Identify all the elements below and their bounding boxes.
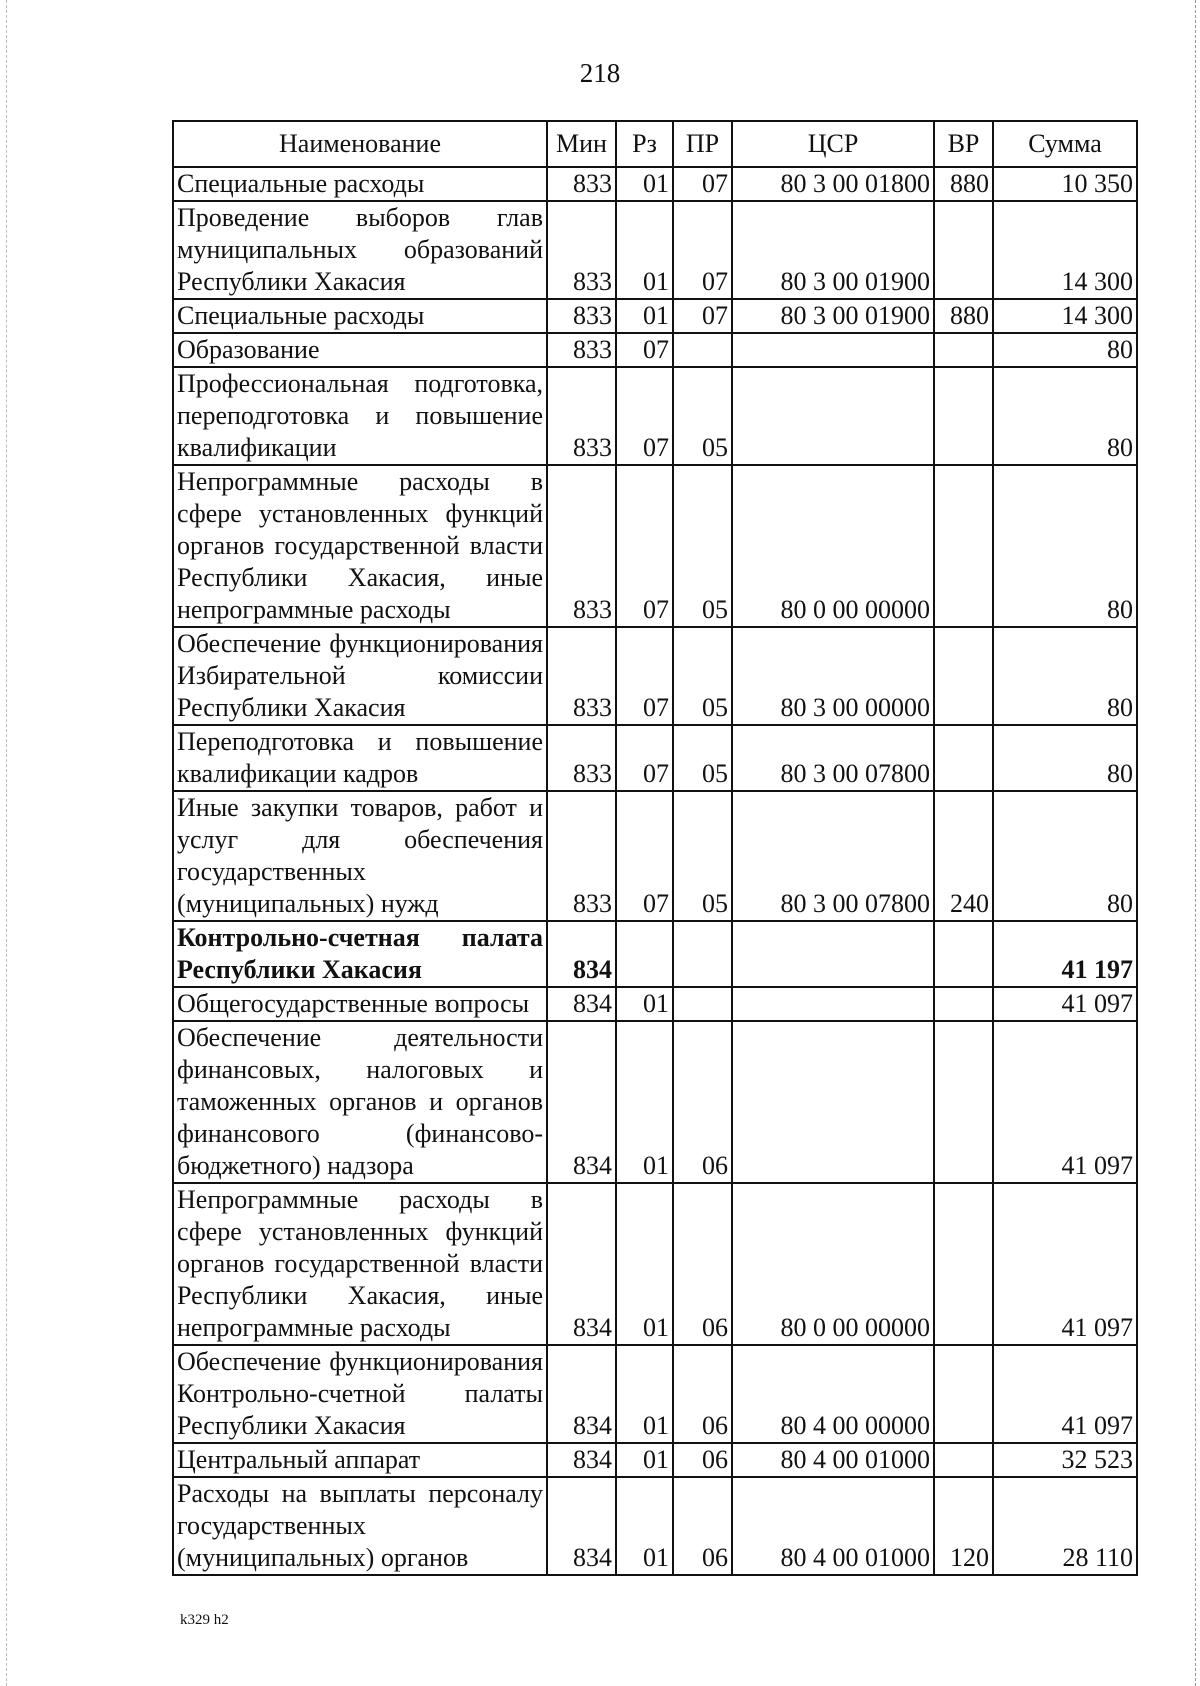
cell-name: Иные закупки товаров, работ и услуг для обеспечения государственных (муниципальных) нужд <box>173 791 547 921</box>
cell-csr: 80 4 00 00000 <box>732 1345 934 1443</box>
cell-pr: 06 <box>673 1477 732 1575</box>
cell-rz: 01 <box>616 201 673 299</box>
cell-sum: 14 300 <box>993 299 1137 333</box>
cell-vr <box>934 725 993 791</box>
cell-sum: 41 097 <box>993 1183 1137 1345</box>
scan-edge-left <box>6 0 8 1686</box>
cell-sum: 80 <box>993 333 1137 367</box>
cell-sum: 41 097 <box>993 1345 1137 1443</box>
cell-csr: 80 4 00 01000 <box>732 1443 934 1477</box>
cell-csr <box>732 333 934 367</box>
cell-min: 834 <box>547 1021 616 1183</box>
cell-min: 833 <box>547 201 616 299</box>
page-number: 218 <box>579 58 621 88</box>
cell-min: 833 <box>547 725 616 791</box>
cell-rz: 01 <box>616 987 673 1021</box>
cell-sum: 80 <box>993 627 1137 725</box>
table-header-row <box>173 121 1137 167</box>
cell-pr: 06 <box>673 1021 732 1183</box>
cell-csr: 80 3 00 07800 <box>732 791 934 921</box>
cell-min: 834 <box>547 1183 616 1345</box>
table-row <box>173 201 1137 299</box>
cell-min: 833 <box>547 167 616 201</box>
cell-sum: 80 <box>993 367 1137 465</box>
table-row <box>173 333 1137 367</box>
cell-vr <box>934 1443 993 1477</box>
cell-rz: 01 <box>616 1021 673 1183</box>
table-body <box>173 167 1137 1575</box>
cell-csr: 80 0 00 00000 <box>732 465 934 627</box>
cell-min: 833 <box>547 367 616 465</box>
header-pr: ПР <box>673 121 732 167</box>
budget-table <box>172 120 1138 1576</box>
cell-min: 833 <box>547 333 616 367</box>
cell-pr: 06 <box>673 1183 732 1345</box>
cell-vr: 120 <box>934 1477 993 1575</box>
table-row <box>173 299 1137 333</box>
cell-csr <box>732 987 934 1021</box>
cell-sum: 80 <box>993 791 1137 921</box>
cell-min: 834 <box>547 1443 616 1477</box>
table-row <box>173 627 1137 725</box>
cell-vr <box>934 1345 993 1443</box>
cell-pr: 06 <box>673 1443 732 1477</box>
cell-pr <box>673 987 732 1021</box>
header-name: Наименование <box>173 121 547 167</box>
cell-pr: 05 <box>673 367 732 465</box>
cell-name: Проведение выборов глав муниципальных образований Республики Хакасия <box>173 201 547 299</box>
cell-vr <box>934 1183 993 1345</box>
cell-rz: 01 <box>616 1443 673 1477</box>
footer-code: k329 h2 <box>180 1612 229 1628</box>
table-row <box>173 921 1137 987</box>
cell-vr <box>934 465 993 627</box>
cell-pr: 05 <box>673 791 732 921</box>
cell-rz: 01 <box>616 1345 673 1443</box>
cell-sum: 80 <box>993 465 1137 627</box>
cell-csr: 80 4 00 01000 <box>732 1477 934 1575</box>
cell-csr <box>732 1021 934 1183</box>
cell-rz: 07 <box>616 333 673 367</box>
cell-rz: 01 <box>616 299 673 333</box>
cell-sum: 28 110 <box>993 1477 1137 1575</box>
cell-name: Обеспечение функционирования Контрольно-счетной палаты Республики Хакасия <box>173 1345 547 1443</box>
cell-csr: 80 3 00 00000 <box>732 627 934 725</box>
cell-vr <box>934 333 993 367</box>
cell-vr <box>934 367 993 465</box>
cell-vr <box>934 921 993 987</box>
cell-sum: 32 523 <box>993 1443 1137 1477</box>
cell-sum: 10 350 <box>993 167 1137 201</box>
cell-pr <box>673 921 732 987</box>
cell-sum: 14 300 <box>993 201 1137 299</box>
cell-min: 833 <box>547 791 616 921</box>
cell-pr: 05 <box>673 465 732 627</box>
header-rz: Рз <box>616 121 673 167</box>
cell-csr: 80 3 00 07800 <box>732 725 934 791</box>
cell-pr: 07 <box>673 299 732 333</box>
cell-pr: 06 <box>673 1345 732 1443</box>
cell-vr <box>934 987 993 1021</box>
table-row <box>173 1183 1137 1345</box>
cell-min: 834 <box>547 1345 616 1443</box>
cell-vr <box>934 1021 993 1183</box>
cell-name: Контрольно-счетная палата Республики Хакасия <box>173 921 547 987</box>
table-row <box>173 367 1137 465</box>
cell-name: Непрограммные расходы в сфере установленных функций органов государственной власти Республики Хакасия, иные непрограммные расходы <box>173 1183 547 1345</box>
cell-name: Обеспечение деятельности финансовых, налоговых и таможенных органов и органов финансового (финансово-бюджетного) надзора <box>173 1021 547 1183</box>
cell-vr: 240 <box>934 791 993 921</box>
cell-vr <box>934 627 993 725</box>
table-row <box>173 1345 1137 1443</box>
table-row <box>173 1021 1137 1183</box>
cell-csr: 80 3 00 01900 <box>732 201 934 299</box>
cell-sum: 80 <box>993 725 1137 791</box>
cell-vr: 880 <box>934 299 993 333</box>
cell-name: Переподготовка и повышение квалификации кадров <box>173 725 547 791</box>
cell-csr <box>732 921 934 987</box>
cell-pr <box>673 333 732 367</box>
cell-csr: 80 0 00 00000 <box>732 1183 934 1345</box>
cell-rz: 07 <box>616 627 673 725</box>
cell-pr: 05 <box>673 627 732 725</box>
cell-rz: 07 <box>616 725 673 791</box>
cell-rz <box>616 921 673 987</box>
table-row <box>173 1477 1137 1575</box>
cell-name: Общегосударственные вопросы <box>173 987 547 1021</box>
cell-rz: 07 <box>616 465 673 627</box>
cell-pr: 05 <box>673 725 732 791</box>
cell-rz: 07 <box>616 791 673 921</box>
cell-name: Расходы на выплаты персоналу государственных (муниципальных) органов <box>173 1477 547 1575</box>
cell-name: Специальные расходы <box>173 299 547 333</box>
table-row <box>173 791 1137 921</box>
table-row <box>173 167 1137 201</box>
cell-min: 834 <box>547 987 616 1021</box>
cell-csr <box>732 367 934 465</box>
cell-vr <box>934 201 993 299</box>
cell-sum: 41 097 <box>993 987 1137 1021</box>
cell-min: 834 <box>547 1477 616 1575</box>
cell-name: Обеспечение функционирования Избирательной комиссии Республики Хакасия <box>173 627 547 725</box>
cell-min: 833 <box>547 627 616 725</box>
cell-rz: 01 <box>616 1477 673 1575</box>
cell-name: Образование <box>173 333 547 367</box>
header-csr: ЦСР <box>732 121 934 167</box>
cell-sum: 41 097 <box>993 1021 1137 1183</box>
cell-sum: 41 197 <box>993 921 1137 987</box>
cell-pr: 07 <box>673 167 732 201</box>
cell-vr: 880 <box>934 167 993 201</box>
cell-rz: 01 <box>616 167 673 201</box>
cell-min: 833 <box>547 299 616 333</box>
cell-rz: 01 <box>616 1183 673 1345</box>
scan-edge-right <box>1195 0 1198 1686</box>
cell-min: 833 <box>547 465 616 627</box>
table-row <box>173 465 1137 627</box>
header-vr: ВР <box>934 121 993 167</box>
table-row <box>173 725 1137 791</box>
cell-name: Непрограммные расходы в сфере установленных функций органов государственной власти Республики Хакасия, иные непрограммные расходы <box>173 465 547 627</box>
cell-name: Центральный аппарат <box>173 1443 547 1477</box>
header-sum: Сумма <box>993 121 1137 167</box>
header-min: Мин <box>547 121 616 167</box>
cell-csr: 80 3 00 01900 <box>732 299 934 333</box>
table-row <box>173 987 1137 1021</box>
cell-pr: 07 <box>673 201 732 299</box>
cell-csr: 80 3 00 01800 <box>732 167 934 201</box>
cell-name: Профессиональная подготовка, переподготовка и повышение квалификации <box>173 367 547 465</box>
table-row <box>173 1443 1137 1477</box>
cell-rz: 07 <box>616 367 673 465</box>
cell-min: 834 <box>547 921 616 987</box>
cell-name: Специальные расходы <box>173 167 547 201</box>
